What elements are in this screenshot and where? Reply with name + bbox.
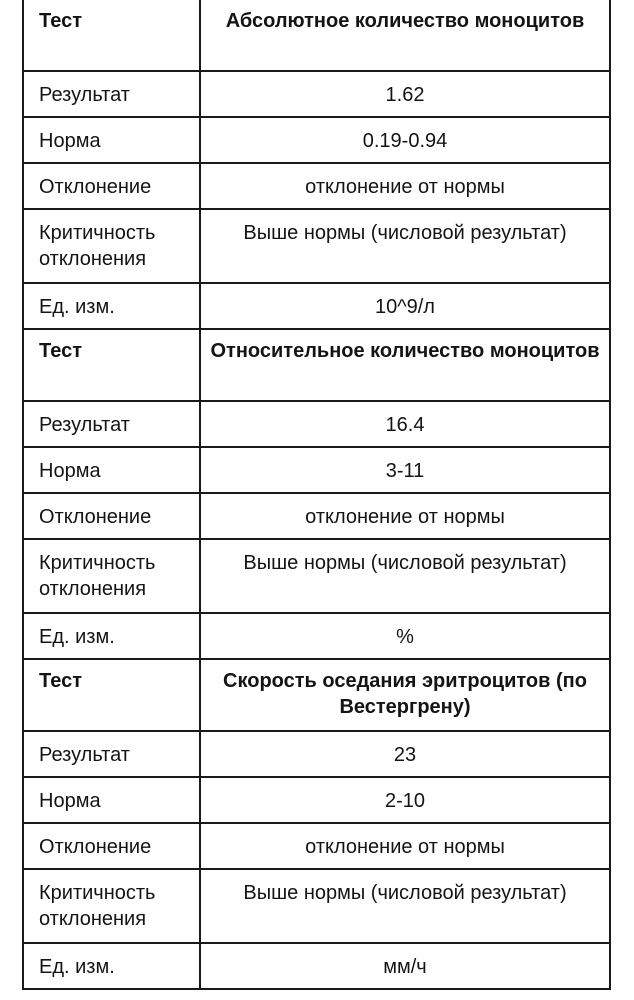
test-header-row: [23, 0, 610, 71]
criticality-label: Критичность отклонения: [23, 539, 200, 613]
deviation-value: отклонение от нормы: [200, 493, 610, 539]
test-name: Абсолютное количество моноцитов: [200, 0, 610, 71]
norm-row: [23, 777, 610, 823]
deviation-label: Отклонение: [23, 493, 200, 539]
norm-label: Норма: [23, 117, 200, 163]
deviation-row: [23, 823, 610, 869]
deviation-row: [23, 493, 610, 539]
test-name: Скорость оседания эритроцитов (по Вестергрену): [200, 659, 610, 731]
criticality-value: Выше нормы (числовой результат): [200, 869, 610, 943]
criticality-value: Выше нормы (числовой результат): [200, 209, 610, 283]
test-label: Тест: [23, 329, 200, 401]
result-row: [23, 731, 610, 777]
deviation-label: Отклонение: [23, 163, 200, 209]
deviation-label: Отклонение: [23, 823, 200, 869]
result-value: 1.62: [200, 71, 610, 117]
result-value: 23: [200, 731, 610, 777]
test-header-row: [23, 329, 610, 401]
criticality-label: Критичность отклонения: [23, 869, 200, 943]
test-label: Тест: [23, 0, 200, 71]
unit-value: мм/ч: [200, 943, 610, 989]
unit-value: %: [200, 613, 610, 659]
norm-row: [23, 447, 610, 493]
unit-label: Ед. изм.: [23, 613, 200, 659]
unit-row: [23, 943, 610, 989]
result-label: Результат: [23, 71, 200, 117]
test-name: Относительное количество моноцитов: [200, 329, 610, 401]
norm-label: Норма: [23, 777, 200, 823]
unit-label: Ед. изм.: [23, 943, 200, 989]
norm-row: [23, 117, 610, 163]
norm-label: Норма: [23, 447, 200, 493]
result-value: 16.4: [200, 401, 610, 447]
norm-value: 0.19-0.94: [200, 117, 610, 163]
unit-label: Ед. изм.: [23, 283, 200, 329]
deviation-value: отклонение от нормы: [200, 823, 610, 869]
test-header-row: [23, 659, 610, 731]
unit-row: [23, 283, 610, 329]
norm-value: 2-10: [200, 777, 610, 823]
test-label: Тест: [23, 659, 200, 731]
criticality-value: Выше нормы (числовой результат): [200, 539, 610, 613]
criticality-row: [23, 869, 610, 943]
unit-row: [23, 613, 610, 659]
criticality-label: Критичность отклонения: [23, 209, 200, 283]
result-label: Результат: [23, 401, 200, 447]
deviation-row: [23, 163, 610, 209]
criticality-row: [23, 209, 610, 283]
result-row: [23, 401, 610, 447]
lab-results-table: [22, 0, 611, 990]
norm-value: 3-11: [200, 447, 610, 493]
unit-value: 10^9/л: [200, 283, 610, 329]
deviation-value: отклонение от нормы: [200, 163, 610, 209]
lab-results-sheet: [22, 0, 611, 990]
result-label: Результат: [23, 731, 200, 777]
criticality-row: [23, 539, 610, 613]
result-row: [23, 71, 610, 117]
